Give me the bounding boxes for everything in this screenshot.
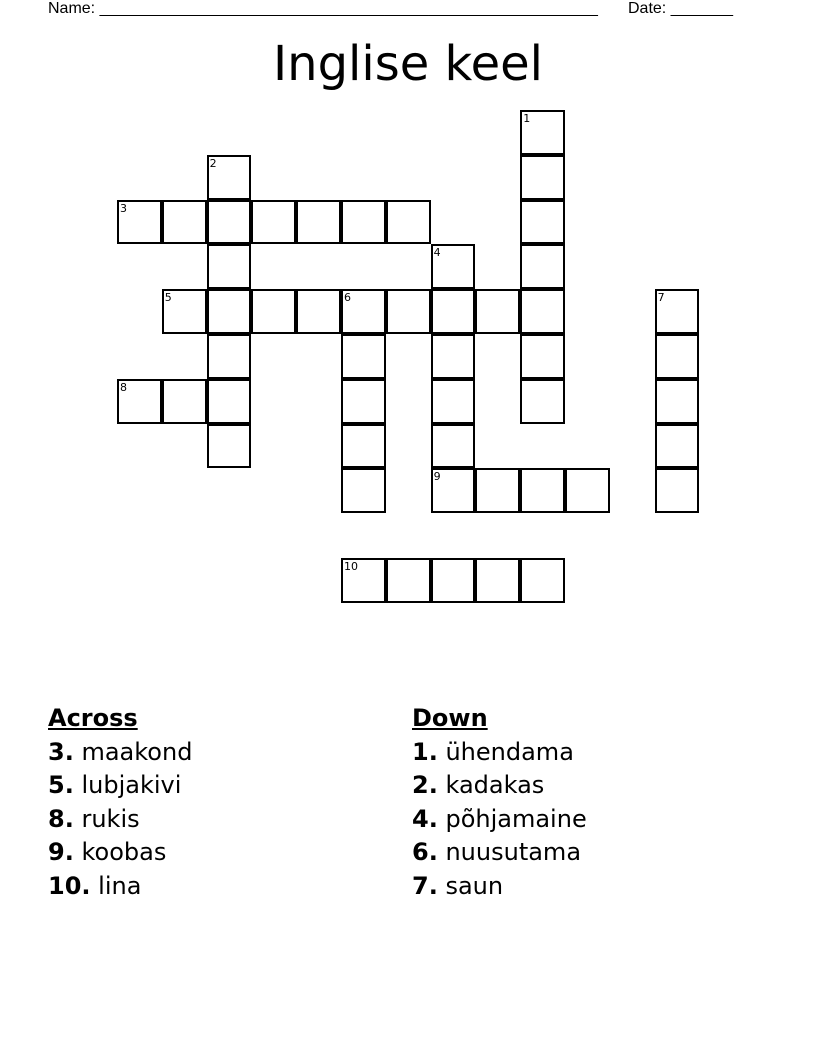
name-field-label: Name: ________________________________________________________ (48, 0, 598, 17)
crossword-cell[interactable] (117, 200, 162, 245)
cell-number: 8 (120, 380, 127, 394)
down-clues (412, 702, 587, 903)
down-heading: Down (412, 704, 488, 732)
clue-text: nuusutama (445, 838, 582, 866)
across-clue (48, 870, 192, 904)
cell-number: 6 (344, 291, 351, 305)
crossword-cell[interactable] (341, 468, 386, 513)
crossword-cell[interactable] (341, 200, 386, 245)
crossword-cell[interactable] (431, 244, 476, 289)
clue-text: koobas (81, 838, 167, 866)
crossword-cell[interactable] (565, 468, 610, 513)
crossword-cell[interactable] (520, 379, 565, 424)
crossword-cell[interactable] (341, 558, 386, 603)
crossword-cell[interactable] (162, 379, 207, 424)
crossword-cell[interactable] (520, 289, 565, 334)
crossword-cell[interactable] (386, 558, 431, 603)
crossword-cell[interactable] (207, 424, 252, 469)
crossword-cell[interactable] (251, 289, 296, 334)
crossword-cell[interactable] (431, 468, 476, 513)
clue-number: 8. (48, 804, 74, 833)
crossword-cell[interactable] (431, 558, 476, 603)
clue-number: 6. (412, 838, 438, 866)
crossword-cell[interactable] (296, 200, 341, 245)
date-field-label: Date: _______ (628, 0, 733, 17)
across-heading: Across (48, 704, 138, 732)
down-clue (412, 870, 587, 904)
crossword-cell[interactable] (475, 468, 520, 513)
clue-number: 4. (412, 804, 438, 833)
crossword-cell[interactable] (431, 379, 476, 424)
crossword-cell[interactable] (520, 468, 565, 513)
clue-text: ühendama (445, 737, 574, 766)
down-clue (412, 803, 587, 837)
cell-number: 9 (433, 470, 441, 484)
clue-text: lubjakivi (81, 771, 182, 799)
across-clue (48, 803, 192, 837)
cell-number: 5 (164, 291, 172, 305)
crossword-cell[interactable] (655, 334, 700, 379)
crossword-cell[interactable] (431, 289, 476, 334)
clue-text: põhjamaine (445, 804, 587, 833)
cell-number: 4 (433, 246, 441, 260)
clue-text: saun (445, 871, 504, 900)
cell-number: 2 (209, 156, 217, 170)
clue-number: 2. (412, 771, 438, 799)
down-clue (412, 769, 587, 803)
across-clues (48, 702, 192, 903)
crossword-cell[interactable] (341, 424, 386, 469)
page-title: Inglise keel (273, 36, 543, 92)
crossword-cell[interactable] (386, 289, 431, 334)
crossword-cell[interactable] (655, 424, 700, 469)
clue-number: 10. (48, 871, 91, 900)
crossword-cell[interactable] (520, 244, 565, 289)
crossword-cell[interactable] (520, 558, 565, 603)
clue-number: 5. (48, 771, 74, 799)
crossword-cell[interactable] (520, 200, 565, 245)
crossword-cell[interactable] (207, 200, 252, 245)
cell-number: 3 (120, 201, 127, 215)
crossword-cell[interactable] (341, 289, 386, 334)
crossword-cell[interactable] (251, 200, 296, 245)
clue-number: 7. (412, 871, 438, 900)
crossword-cell[interactable] (655, 289, 700, 334)
crossword-cell[interactable] (207, 244, 252, 289)
crossword-cell[interactable] (162, 289, 207, 334)
crossword-cell[interactable] (431, 334, 476, 379)
crossword-cell[interactable] (475, 558, 520, 603)
crossword-cell[interactable] (520, 110, 565, 155)
crossword-cell[interactable] (162, 200, 207, 245)
clue-text: kadakas (445, 771, 545, 799)
crossword-cell[interactable] (520, 155, 565, 200)
down-clue (412, 836, 587, 870)
clue-text: rukis (81, 804, 140, 833)
crossword-cell[interactable] (207, 334, 252, 379)
crossword-cell[interactable] (117, 379, 162, 424)
cell-number: 7 (657, 291, 665, 305)
cell-number: 1 (523, 112, 531, 125)
across-clue (48, 836, 192, 870)
crossword-cell[interactable] (655, 379, 700, 424)
across-clue (48, 736, 192, 770)
crossword-cell[interactable] (207, 155, 252, 200)
across-clue (48, 769, 192, 803)
crossword-cell[interactable] (296, 289, 341, 334)
clue-number: 3. (48, 737, 74, 766)
crossword-cell[interactable] (207, 289, 252, 334)
down-clue (412, 736, 587, 770)
clue-text: maakond (81, 737, 193, 766)
crossword-cell[interactable] (341, 334, 386, 379)
crossword-cell[interactable] (341, 379, 386, 424)
crossword-cell[interactable] (431, 424, 476, 469)
crossword-cell[interactable] (475, 289, 520, 334)
clue-number: 1. (412, 737, 438, 766)
crossword-cell[interactable] (655, 468, 700, 513)
crossword-cell[interactable] (207, 379, 252, 424)
clue-text: lina (98, 871, 142, 900)
clue-number: 9. (48, 838, 74, 866)
cell-number: 10 (344, 560, 358, 573)
crossword-cell[interactable] (386, 200, 431, 245)
crossword-cell[interactable] (520, 334, 565, 379)
